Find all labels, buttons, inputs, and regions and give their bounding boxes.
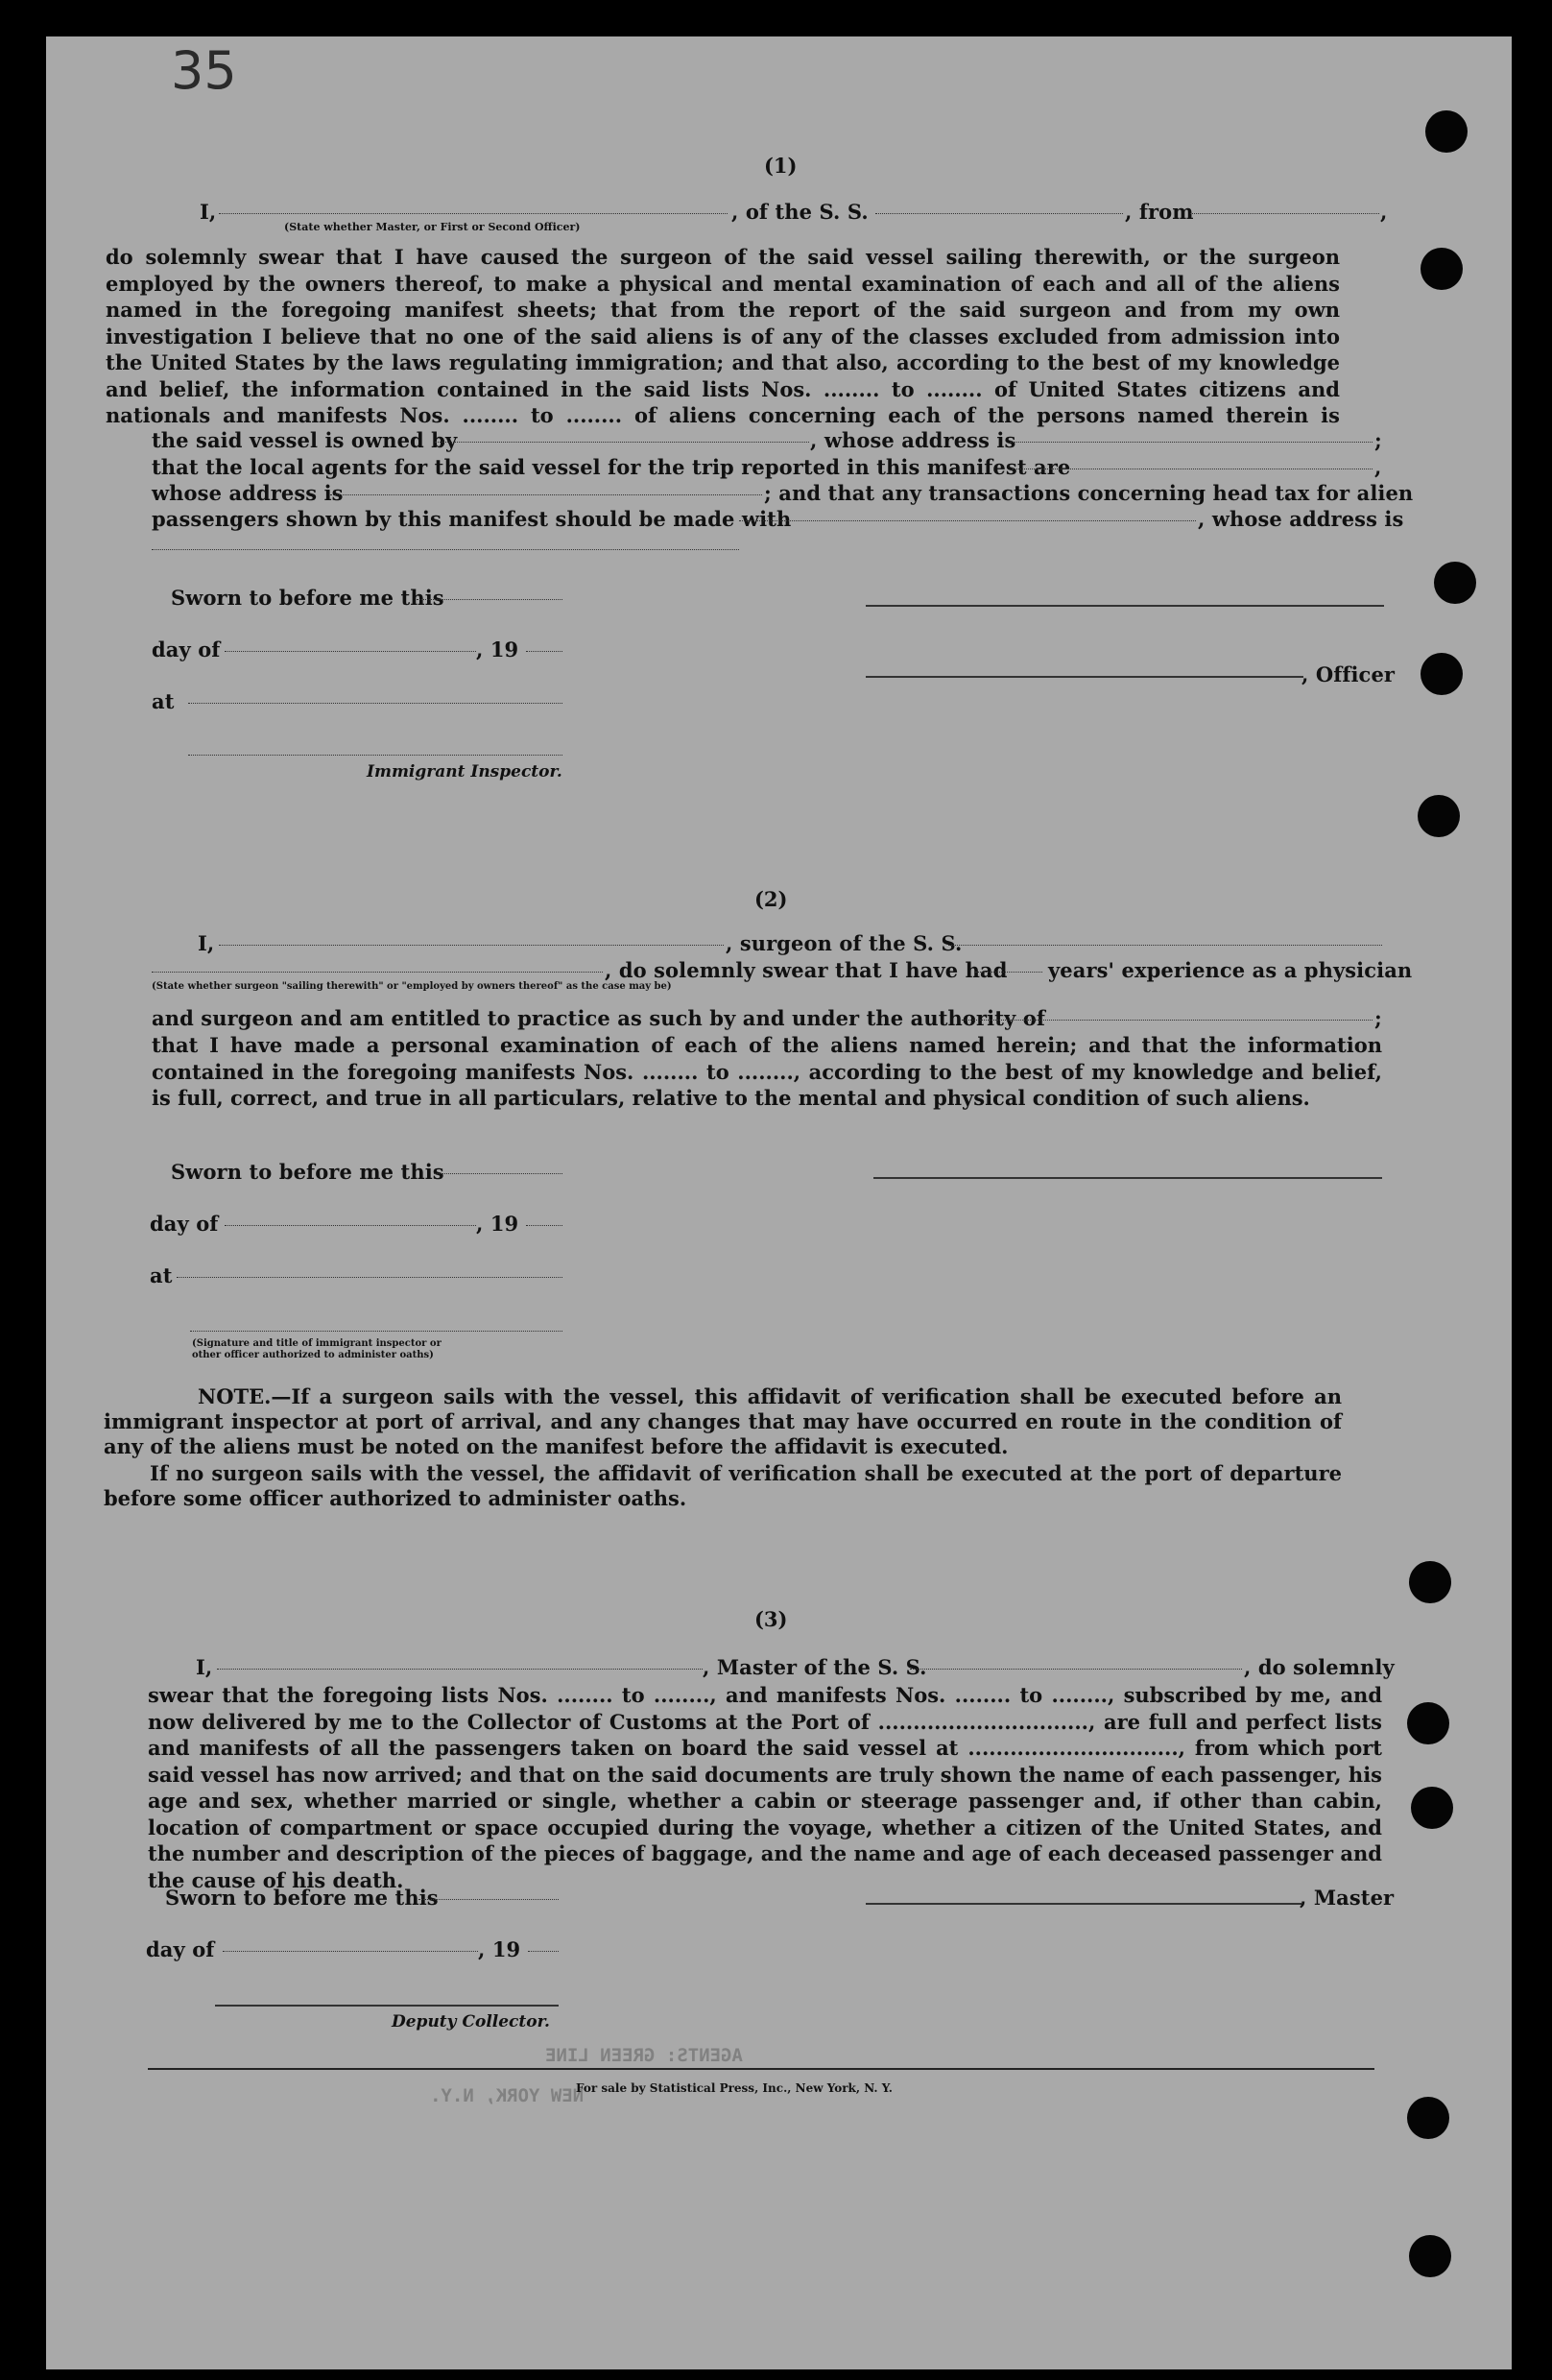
master-signature-line[interactable] bbox=[866, 1903, 1301, 1905]
head-tax-party-field[interactable] bbox=[739, 520, 1196, 521]
owner-address-field[interactable] bbox=[1010, 442, 1373, 443]
sworn-label-3: Sworn to before me this bbox=[165, 1886, 439, 1910]
page-number: 35 bbox=[171, 40, 237, 101]
sec2-caption2b: other officer authorized to administer oaths) bbox=[192, 1350, 434, 1360]
year-field-2[interactable] bbox=[526, 1225, 562, 1226]
years-field[interactable] bbox=[975, 972, 1042, 973]
sec3-solemnly: , do solemnly bbox=[1244, 1655, 1395, 1679]
authority-field[interactable] bbox=[962, 1020, 1373, 1021]
footer-rule bbox=[148, 2068, 1374, 2070]
binder-hole bbox=[1421, 653, 1463, 695]
sec2-surgeon-label: , surgeon of the S. S. bbox=[726, 931, 963, 955]
surgeon-status-field[interactable] bbox=[152, 972, 603, 973]
authority-label: and surgeon and am entitled to practice as such by and under the authority of bbox=[152, 1006, 1046, 1030]
surgeon-name-field[interactable] bbox=[219, 945, 724, 946]
day-field-1[interactable] bbox=[225, 651, 476, 652]
binder-hole bbox=[1418, 795, 1460, 837]
binder-hole bbox=[1407, 1702, 1449, 1744]
binder-hole bbox=[1409, 1561, 1451, 1603]
binder-hole bbox=[1421, 248, 1463, 290]
sec1-from: , from bbox=[1125, 200, 1194, 224]
agents-label: that the local agents for the said vessel for the trip reported in this manifest are bbox=[152, 455, 1071, 479]
note-paragraph-1: NOTE.—If a surgeon sails with the vessel, this affidavit of verification shall be executed before an immigrant inspector at port of arrival, and any changes that may have occurred en route in the condition of any of the aliens must be noted on the manifest before the affidavit is executed. bbox=[104, 1384, 1342, 1458]
at-field-2[interactable] bbox=[177, 1277, 562, 1278]
head-tax-address-field[interactable] bbox=[152, 549, 739, 550]
sec3-body: swear that the foregoing lists Nos. ........ to ........, and manifests Nos. ........ to ........, subscribed by me, and now delivered by me to the Collector of Customs at the Port of .............................., are full and perfect lists and manifests of all the passengers taken on board the said vessel at .............................., from which port said vessel has now arrived; and that on the said documents are truly shown the name of each passenger, his age and sex, whether married or single, whether a cabin or steerage passenger and, if other than cabin, location of compartment or space occupied during the voyage, whether a citizen of the United States, and the number and description of the pieces of baggage, and the name and age of each deceased passenger and the cause of his death. bbox=[148, 1683, 1382, 1892]
day-field-2[interactable] bbox=[225, 1225, 476, 1226]
inspector-signature-field-2[interactable] bbox=[190, 1331, 562, 1332]
sec3-master-label: , Master of the S. S. bbox=[703, 1655, 927, 1679]
owner-field[interactable] bbox=[435, 442, 809, 443]
head-tax-text: ; and that any transactions concerning head tax for alien bbox=[764, 481, 1414, 505]
year-field-1[interactable] bbox=[526, 651, 562, 652]
section-3-number: (3) bbox=[754, 1607, 788, 1631]
vessel-name-field[interactable] bbox=[875, 213, 1123, 214]
owned-by-label: the said vessel is owned by bbox=[152, 428, 458, 452]
sec1-i: I, bbox=[200, 200, 217, 224]
sworn-label-1: Sworn to before me this bbox=[171, 586, 444, 610]
sworn-date-field-1[interactable] bbox=[417, 599, 562, 600]
section-1-number: (1) bbox=[764, 154, 798, 178]
sworn-label-2: Sworn to before me this bbox=[171, 1160, 444, 1184]
sworn-date-field-2[interactable] bbox=[434, 1173, 562, 1174]
agents-address-field[interactable] bbox=[330, 494, 762, 495]
binder-hole bbox=[1425, 110, 1468, 153]
binder-hole bbox=[1409, 2235, 1451, 2277]
agents-stamp-line1: AGENTS: GREEN LINE bbox=[545, 2045, 743, 2066]
sec2-caption: (State whether surgeon "sailing therewith" or "employed by owners thereof" as the case may be) bbox=[152, 981, 672, 992]
agents-address-label: whose address is bbox=[152, 481, 344, 505]
note-paragraph-2: If no surgeon sails with the vessel, the affidavit of verification shall be executed at the port of departure before some officer authorized to administer oaths. bbox=[104, 1461, 1342, 1510]
inspector-caption: Immigrant Inspector. bbox=[367, 762, 562, 781]
inspector-signature-field[interactable] bbox=[188, 755, 562, 756]
sec2-years: years' experience as a physician bbox=[1048, 958, 1413, 982]
master-name-field[interactable] bbox=[217, 1669, 703, 1670]
dayof-label-1: day of bbox=[152, 637, 221, 661]
agents-stamp-line2: NEW YORK, N.Y. bbox=[430, 2085, 585, 2106]
binder-hole bbox=[1434, 562, 1476, 604]
deputy-signature-line[interactable] bbox=[215, 2005, 559, 2007]
at-field-1[interactable] bbox=[188, 703, 562, 704]
sec2-i: I, bbox=[198, 931, 215, 955]
binder-hole bbox=[1407, 2097, 1449, 2139]
sec2-caption2a: (Signature and title of immigrant inspector or bbox=[192, 1338, 442, 1349]
officer-name-field[interactable] bbox=[219, 213, 728, 214]
signature-line-2[interactable] bbox=[873, 1177, 1382, 1179]
dayof-label-3: day of bbox=[146, 1937, 215, 1961]
officer-label: , Officer bbox=[1301, 662, 1396, 686]
dayof-label-2: day of bbox=[150, 1212, 219, 1236]
sec2-body: that I have made a personal examination of each of the aliens named herein; and that the information contained in the foregoing manifests Nos. ........ to ........, according to the best of my knowledge and belief, is full, correct, and true in all particulars, relative to the mental and physical condition of such aliens. bbox=[152, 1033, 1382, 1110]
signature-line-1[interactable] bbox=[866, 605, 1384, 607]
master-signature-label: , Master bbox=[1300, 1886, 1395, 1910]
officer-signature-line[interactable] bbox=[866, 676, 1303, 678]
passengers-label: passengers shown by this manifest should be made with bbox=[152, 507, 792, 531]
sworn-date-field-3[interactable] bbox=[418, 1899, 559, 1900]
sec1-ss: , of the S. S. bbox=[731, 200, 869, 224]
owner-address-label: , whose address is bbox=[810, 428, 1016, 452]
sec3-i: I, bbox=[196, 1655, 213, 1679]
day-field-3[interactable] bbox=[223, 1951, 478, 1952]
at-label-1: at bbox=[152, 689, 175, 713]
deputy-caption: Deputy Collector. bbox=[392, 2012, 550, 2031]
binder-hole bbox=[1411, 1787, 1453, 1829]
sec2-swear: , do solemnly swear that I have had bbox=[605, 958, 1008, 982]
surgeon-vessel-field[interactable] bbox=[948, 945, 1382, 946]
from-port-field[interactable] bbox=[1190, 213, 1379, 214]
sec1-caption: (State whether Master, or First or Second Officer) bbox=[284, 221, 581, 233]
section-2-number: (2) bbox=[754, 887, 788, 911]
sec1-body: do solemnly swear that I have caused the surgeon of the said vessel sailing therewith, or the surgeon employed by the owners thereof, to make a physical and mental examination of each and all of the aliens named in the foregoing manifest sheets; that from the report of the said surgeon and from my own investigation I believe that no one of the said aliens is of any of the classes excluded from admission into the United States by the laws regulating immigration; and that also, according to the best of my knowledge and belief, the information contained in the said lists Nos. ........ to ........ of United States citizens and nationals and manifests Nos. ........ to ........ of aliens concerning each of the persons named therein is bbox=[106, 245, 1340, 427]
year-field-3[interactable] bbox=[528, 1951, 559, 1952]
footer-printer: For sale by Statistical Press, Inc., New York, N. Y. bbox=[576, 2081, 893, 2095]
at-label-2: at bbox=[150, 1263, 173, 1287]
master-vessel-field[interactable] bbox=[910, 1669, 1242, 1670]
